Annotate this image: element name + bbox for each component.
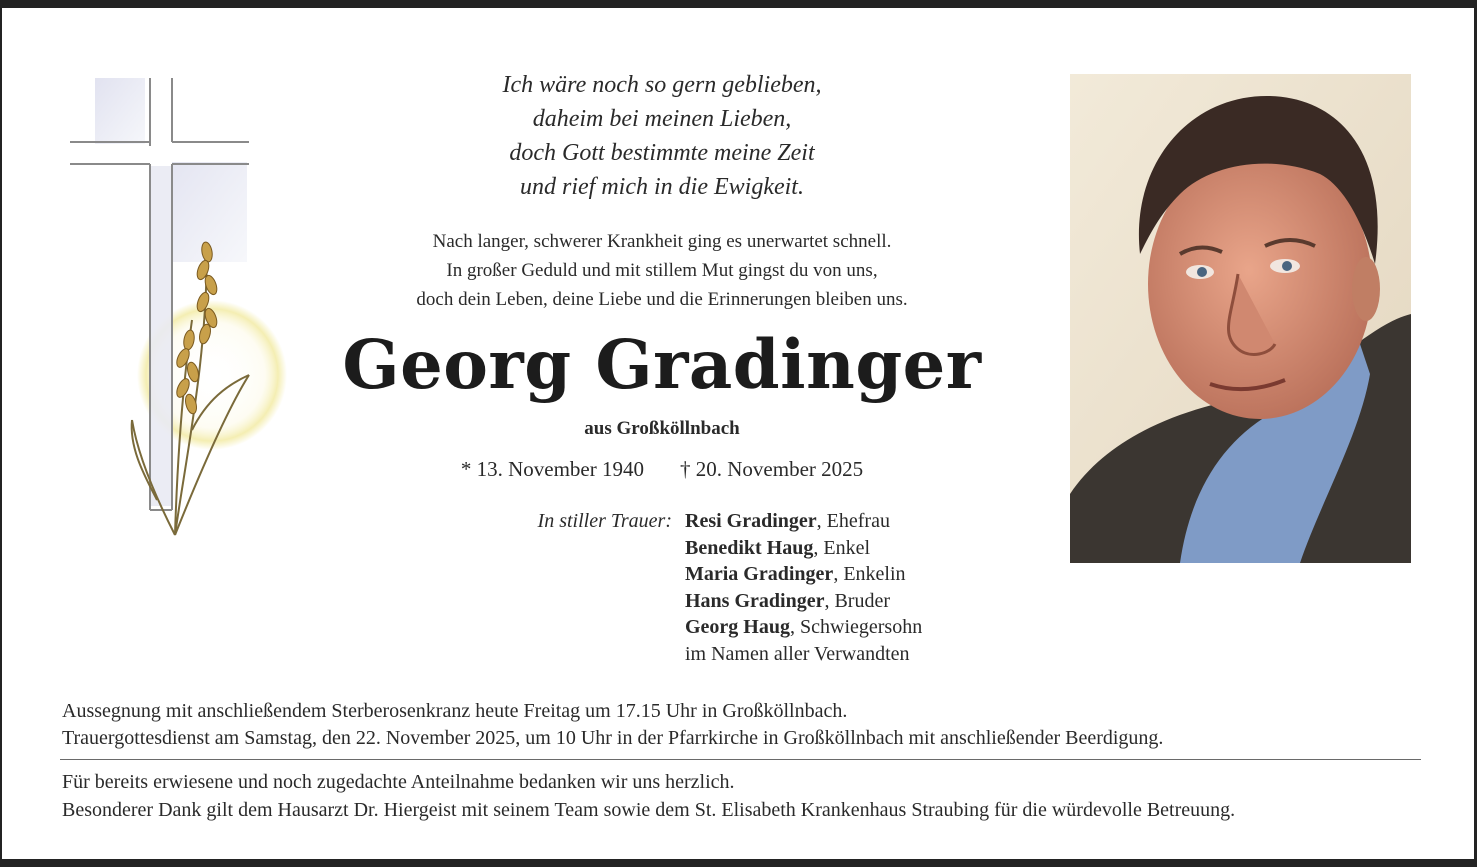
service-notice <box>62 698 1422 752</box>
intro-line: Nach langer, schwerer Krankheit ging es unerwartet schnell. <box>432 231 892 252</box>
mourners-footer: im Namen aller Verwandten <box>685 642 910 665</box>
mourner-relation: , Enkelin <box>833 563 906 585</box>
mourner-item <box>685 508 1045 535</box>
intro-line: doch dein Leben, deine Liebe und die Erinnerungen bleiben uns. <box>416 289 908 310</box>
thanks-line: Für bereits erwiesene und noch zugedachte Anteilnahme bedanken wir uns herzlich. <box>62 771 735 793</box>
deceased-name: Georg Gradinger <box>342 325 982 404</box>
mourner-relation: , Enkel <box>813 536 871 559</box>
mourner-name: Resi Gradinger <box>685 510 817 532</box>
death-date: † 20. November 2025 <box>680 457 864 481</box>
cross-with-wheat-icon <box>57 70 297 550</box>
mourner-relation: , Schwiegersohn <box>790 616 923 638</box>
mourner-item <box>685 561 1045 588</box>
poem-line: doch Gott bestimmte meine Zeit <box>509 140 815 166</box>
intro-text <box>332 227 992 314</box>
poem <box>362 68 962 204</box>
poem-line: daheim bei meinen Lieben, <box>532 106 792 132</box>
notice-line: Trauergottesdienst am Samstag, den 22. November 2025, um 10 Uhr in der Pfarrkirche in Großköllnbach mit anschließender Beerdigung. <box>62 727 1164 749</box>
mourner-item <box>685 588 1045 615</box>
intro-line: In großer Geduld und mit stillem Mut gingst du von uns, <box>446 260 878 281</box>
poem-line: und rief mich in die Ewigkeit. <box>520 174 804 200</box>
mourner-item <box>685 614 1045 641</box>
mourning-label: In stiller Trauer: <box>537 510 672 532</box>
mourners-list <box>685 508 1045 667</box>
mourner-relation: , Ehefrau <box>816 510 890 532</box>
mourner-item <box>685 535 1045 562</box>
mourner-name: Maria Gradinger <box>685 563 834 585</box>
divider <box>60 759 1421 760</box>
mourner-name: Benedikt Haug <box>685 536 814 559</box>
deceased-origin: aus Großköllnbach <box>584 418 740 439</box>
life-dates <box>332 454 992 484</box>
mourner-name: Hans Gradinger <box>685 589 825 612</box>
thanks-line: Besonderer Dank gilt dem Hausarzt Dr. Hiergeist mit seinem Team sowie dem St. Elisabeth Krankenhaus Straubing für die würdevolle Betreuung. <box>62 799 1236 821</box>
mourner-relation: , Bruder <box>824 589 890 612</box>
portrait-photo <box>1070 74 1411 563</box>
mourner-name: Georg Haug <box>685 616 790 638</box>
notice-line: Aussegnung mit anschließendem Sterberosenkranz heute Freitag um 17.15 Uhr in Großköllnbach. <box>62 700 848 722</box>
birth-date: * 13. November 1940 <box>460 457 644 481</box>
thanks-note <box>62 768 1442 824</box>
poem-line: Ich wäre noch so gern geblieben, <box>502 72 822 98</box>
